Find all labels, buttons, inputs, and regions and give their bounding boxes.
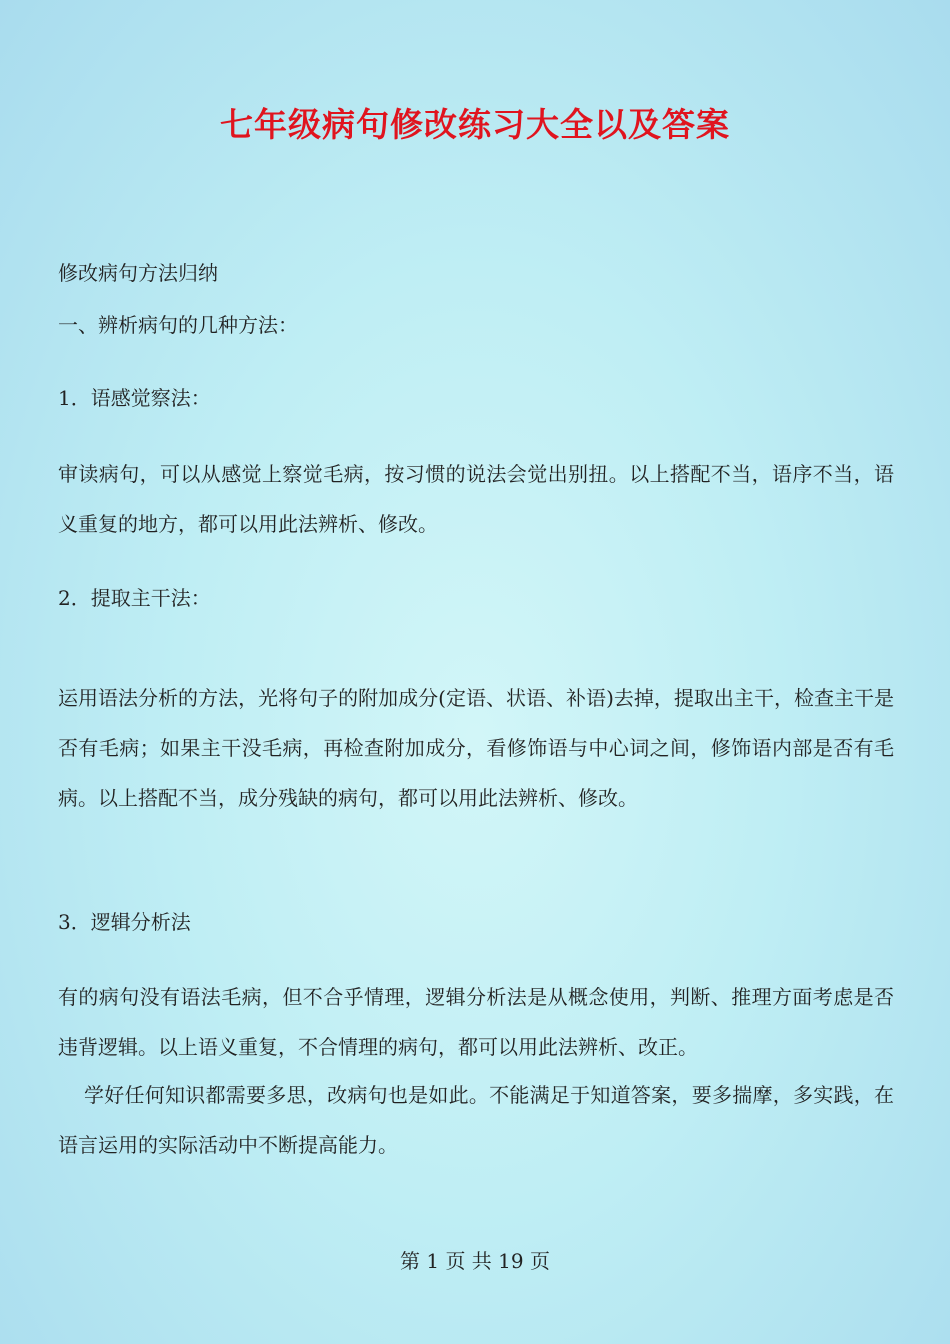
paragraph-methods-heading: 一、辨析病句的几种方法： [58,313,298,337]
paragraph-section-heading: 修改病句方法归纳 [58,261,218,285]
paragraph-method-3-body: 有的病句没有语法毛病，但不合乎情理，逻辑分析法是从概念使用，判断、推理方面考虑是否违背逻辑。以上语义重复，不合情理的病句，都可以用此法辨析、改正。 [58,985,894,1059]
paragraph-method-1-body: 审读病句，可以从感觉上察觉毛病，按习惯的说法会觉出别扭。以上搭配不当，语序不当，语义重复的地方，都可以用此法辨析、修改。 [58,462,894,536]
page-number-footer: 第 1 页 共 19 页 [400,1249,550,1273]
paragraph-method-2-body: 运用语法分析的方法，光将句子的附加成分(定语、状语、补语)去掉，提取出主干，检查主干是否有毛病；如果主干没毛病，再检查附加成分，看修饰语与中心词之间，修饰语内部是否有毛病。以上搭配不当，成分残缺的病句，都可以用此法辨析、修改。 [58,686,894,810]
paragraph-closing: 学好任何知识都需要多思，改病句也是如此。不能满足于知道答案，要多揣摩，多实践，在语言运用的实际活动中不断提高能力。 [58,1083,894,1157]
paragraph-method-2-heading: 2．提取主干法： [58,586,211,610]
paragraph-method-3-heading: 3．逻辑分析法 [58,910,191,934]
document-title: 七年级病句修改练习大全以及答案 [220,105,730,144]
paragraph-method-1-heading: 1．语感觉察法： [58,386,211,410]
